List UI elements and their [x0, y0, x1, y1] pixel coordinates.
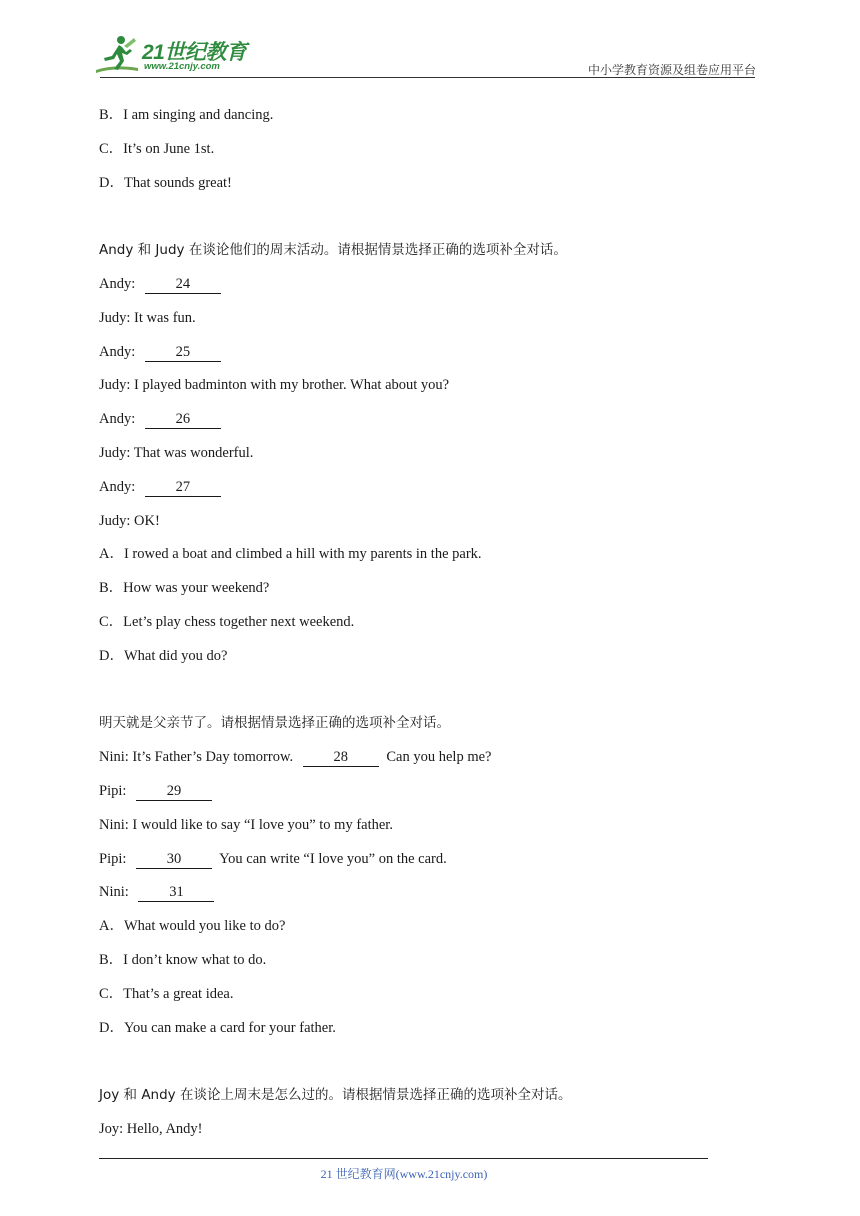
text-line: A．What would you like to do? — [99, 918, 286, 935]
text-line: D．That sounds great! — [99, 174, 232, 191]
page-footer — [0, 1165, 860, 1182]
dialogue-line — [99, 475, 759, 509]
dialogue-speaker-text: Andy: — [99, 343, 139, 360]
text-line: Judy: That was wonderful. — [99, 444, 254, 461]
text-line: Judy: OK! — [99, 512, 160, 529]
text-line: B．I am singing and dancing. — [99, 107, 274, 123]
dialogue-trailing-text: You can write “I love you” on the card. — [216, 850, 447, 867]
header-divider — [100, 77, 755, 78]
dialogue-line — [99, 880, 759, 914]
answer-blank[interactable]: 29 — [136, 782, 212, 801]
paragraph-gap — [99, 1049, 759, 1083]
text-line: B．How was your weekend? — [99, 580, 270, 597]
logo — [94, 34, 264, 78]
answer-blank[interactable]: 26 — [145, 410, 221, 429]
text-line: D．What did you do? — [99, 647, 228, 664]
instruction-line: Joy 和 Andy 在谈论上周末是怎么过的。请根据情景选择正确的选项补全对话。 — [99, 1087, 572, 1104]
text-line: Joy: Hello, Andy! — [99, 1120, 203, 1137]
text-line: D．You can make a card for your father. — [99, 1019, 336, 1036]
runner-logo-icon — [94, 34, 142, 78]
dialogue-speaker-text: Andy: — [99, 275, 139, 292]
dialogue-line — [99, 847, 759, 881]
logo-url: www.21cnjy.com — [144, 61, 220, 72]
text-line: B．I don’t know what to do. — [99, 951, 267, 968]
text-line: C．It’s on June 1st. — [99, 140, 215, 157]
text-line: Nini: I would like to say “I love you” to my father. — [99, 816, 393, 833]
footer-divider — [99, 1158, 708, 1159]
dialogue-line — [99, 745, 759, 779]
dialogue-trailing-text: Can you help me? — [382, 749, 492, 766]
dialogue-speaker-text: Pipi: — [99, 782, 131, 799]
footer-text: 21 世纪教育网(www.21cnjy.com) — [320, 1167, 488, 1181]
dialogue-speaker-text: Nini: — [99, 884, 133, 901]
text-line: Judy: It was fun. — [99, 309, 196, 326]
instruction-line: Andy 和 Judy 在谈论他们的周末活动。请根据情景选择正确的选项补全对话。 — [99, 242, 567, 259]
text-line: C．That’s a great idea. — [99, 985, 234, 1002]
text-line: C．Let’s play chess together next weekend. — [99, 613, 355, 630]
answer-blank[interactable]: 24 — [145, 275, 221, 294]
dialogue-line — [99, 779, 759, 813]
document-body — [99, 103, 759, 1151]
dialogue-speaker-text: Andy: — [99, 411, 139, 428]
answer-blank[interactable]: 30 — [136, 850, 212, 869]
page-header — [0, 0, 860, 80]
paragraph-gap — [99, 678, 759, 712]
dialogue-speaker-text: Pipi: — [99, 850, 131, 867]
logo-wordmark: 21世纪教育 — [142, 41, 247, 64]
text-line: Judy: I played badminton with my brother. What about you? — [99, 377, 450, 394]
paragraph-gap — [99, 204, 759, 238]
text-line: A．I rowed a boat and climbed a hill with my parents in the park. — [99, 546, 482, 563]
answer-blank[interactable]: 31 — [138, 883, 214, 902]
dialogue-speaker-text: Andy: — [99, 478, 139, 495]
dialogue-line — [99, 272, 759, 306]
answer-blank[interactable]: 28 — [303, 748, 379, 767]
platform-tagline: 中小学教育资源及组卷应用平台 — [587, 63, 756, 77]
answer-blank[interactable]: 25 — [145, 343, 221, 362]
dialogue-line — [99, 407, 759, 441]
dialogue-speaker-text: Nini: It’s Father’s Day tomorrow. — [99, 749, 297, 766]
instruction-line: 明天就是父亲节了。请根据情景选择正确的选项补全对话。 — [99, 715, 450, 732]
answer-blank[interactable]: 27 — [145, 478, 221, 497]
dialogue-line — [99, 340, 759, 374]
